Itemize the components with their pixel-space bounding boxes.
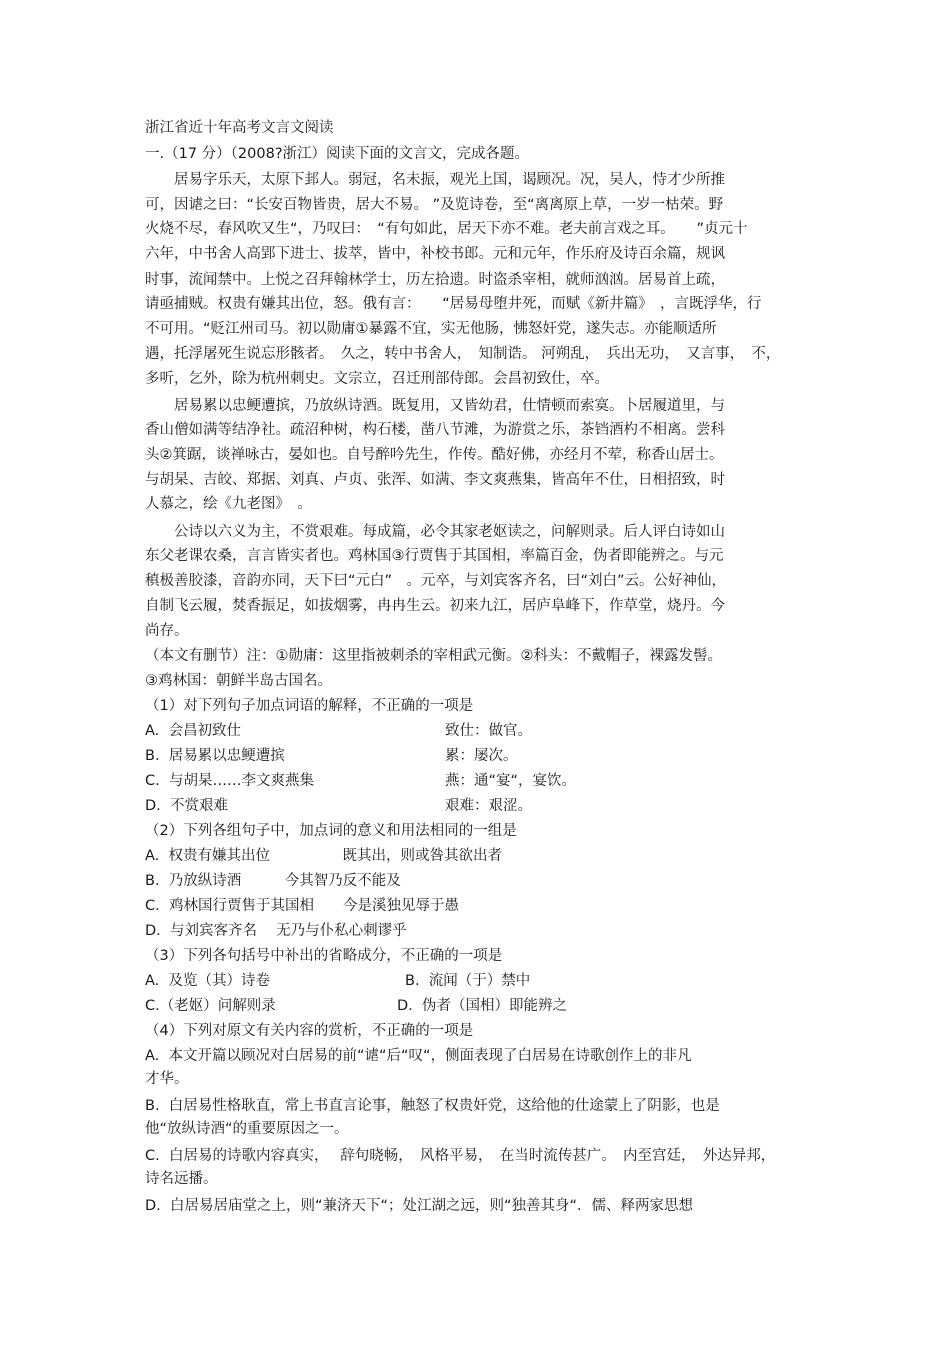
text-line: 尚存。 — [145, 623, 189, 639]
text-line: 火烧不尽，春风吹又生“，乃叹曰： “有句如此，居天下亦不难。老夫前言戏之耳。 ”贞元十 — [145, 221, 748, 237]
document-title: 浙江省近十年高考文言文阅读 — [145, 120, 334, 136]
text-line: 东父老课农桑，言言皆实者也。鸡林国③行贾售于其国相，率篇百金，伪者即能辨之。与元 — [145, 548, 724, 564]
option-b: B. 白居易性格耿直，常上书直言论事，触怒了权贵奸党，这给他的仕途蒙上了阴影，也是 — [145, 1098, 720, 1114]
text-line: 可，因谑之曰：“长安百物皆贵，居大不易。 ”及览诗卷，至“离离原上草，一岁一枯荣。野 — [145, 197, 724, 213]
option-a: A. 本文开篇以顾况对白居易的前“谑“后“叹“，侧面表现了白居易在诗歌创作上的非凡 — [145, 1048, 692, 1064]
text-line: 自制飞云履，焚香振足，如拔烟雾，冉冉生云。初来九江，居庐阜峰下，作草堂，烧丹。今 — [145, 598, 725, 614]
option-c-continued: 诗名远播。 — [145, 1171, 218, 1187]
option-a: A. 权贵有嫌其出位 既其出，则或咎其欲出者 — [145, 848, 502, 864]
text-line: 稹极善胶漆，音韵亦同，天下曰“元白” 。元卒，与刘宾客齐名，曰“刘白”云。公好神仙， — [145, 573, 727, 589]
option-a: A. 及览（其）诗卷 — [145, 973, 270, 989]
text-line: 香山僧如满等结净社。疏沼种树，构石楼，凿八节滩，为游赏之乐，茶铛酒杓不相离。尝科 — [145, 422, 725, 438]
question-stem: （1）对下列句子加点词语的解释，不正确的一项是 — [145, 698, 474, 714]
option-b: B. 乃放纵诗酒 今其智乃反不能及 — [145, 873, 401, 889]
option-b-explanation: 累：屡次。 — [445, 748, 518, 764]
option-a-explanation: 致仕：做官。 — [445, 723, 532, 739]
question-header: 一.（17 分）（2008?浙江）阅读下面的文言文，完成各题。 — [145, 146, 530, 162]
option-b: B. 流闻（于）禁中 — [405, 973, 531, 989]
option-a: A. 会昌初致仕 — [145, 723, 241, 739]
option-d-explanation: 艰难：艰涩。 — [445, 798, 532, 814]
option-b: B. 居易累以忠鲠遭摈 — [145, 748, 285, 764]
option-b-continued: 他“放纵诗酒“的重要原因之一。 — [145, 1121, 349, 1137]
option-d: D. 与刘宾客齐名 无乃与仆私心刺谬乎 — [145, 923, 407, 939]
text-line: 与胡杲、吉皎、郑据、刘真、卢贞、张浑、如满、李文爽燕集，皆高年不仕，日相招致，时 — [145, 472, 725, 488]
text-line: 头②箕踞，谈禅咏古，晏如也。自号醉吟先生，作传。酷好佛，亦经月不荤，称香山居士。 — [145, 447, 724, 463]
text-line: 公诗以六义为主，不赏艰难。每成篇，必令其家老妪读之，问解则录。后人评白诗如山 — [145, 524, 725, 540]
option-c: C.（老妪）问解则录 — [145, 998, 276, 1014]
option-c: C. 与胡杲……李文爽燕集 — [145, 773, 314, 789]
text-line: 人慕之，绘《九老图》 。 — [145, 496, 312, 512]
question-stem: （4）下列对原文有关内容的赏析，不正确的一项是 — [145, 1023, 474, 1039]
option-c-explanation: 燕：通“宴“，宴饮。 — [445, 773, 577, 789]
option-d: D. 不赏艰难 — [145, 798, 228, 814]
option-c: C. 鸡林国行贾售于其国相 今是溪独见辱于愚 — [145, 898, 459, 914]
text-line: 遇，托浮屠死生说忘形骸者。 久之，转中书舍人， 知制诰。 河朔乱， 兵出无功， 又言事， 不， — [145, 346, 781, 362]
note-line: （本文有删节）注：①勋庸：这里指被刺杀的宰相武元衡。②科头：不戴帽子，裸露发髻。 — [145, 648, 722, 664]
option-a-continued: 才华。 — [145, 1071, 189, 1087]
text-line: 居易字乐天，太原下邽人。弱冠，名未振，观光上国，谒顾况。况，吴人，恃才少所推 — [145, 172, 725, 188]
text-line: 六年，中书舍人高郢下进士、拔萃，皆中，补校书郎。元和元年，作乐府及诗百余篇，规讽 — [145, 246, 725, 262]
text-line: 请亟捕贼。权贵有嫌其出位，怒。俄有言： “居易母堕井死，而赋《新井篇》 ，言既浮华，行 — [145, 296, 762, 312]
text-line: 时事，流闻禁中。上悦之召拜翰林学士，历左拾遗。时盗杀宰相，就师汹汹。居易首上疏， — [145, 272, 725, 288]
option-d: D. 白居易居庙堂之上，则“兼济天下“；处江湖之远，则“独善其身“．儒、释两家思想 — [145, 1198, 694, 1214]
text-line: 不可用。“贬江州司马。初以勋庸①暴露不宜，实无他肠，怫怒奸党，遂失志。亦能顺适所 — [145, 321, 717, 337]
question-stem: （2）下列各组句子中，加点词的意义和用法相同的一组是 — [145, 823, 517, 839]
question-stem: （3）下列各句括号中补出的省略成分，不正确的一项是 — [145, 948, 503, 964]
option-c: C. 白居易的诗歌内容真实， 辞句晓畅， 风格平易， 在当时流传甚广。 内至宫廷， 外达异邦， — [145, 1148, 776, 1164]
note-line: ③鸡林国：朝鲜半岛古国名。 — [145, 673, 332, 689]
option-d: D. 伪者（国相）即能辨之 — [397, 998, 567, 1014]
text-line: 多听，乞外，除为杭州刺史。文宗立，召迁刑部侍郎。会昌初致仕，卒。 — [145, 371, 609, 387]
text-line: 居易累以忠鲠遭摈，乃放纵诗酒。既复用，又皆幼君，仕情顿而索寞。卜居履道里，与 — [145, 398, 725, 414]
